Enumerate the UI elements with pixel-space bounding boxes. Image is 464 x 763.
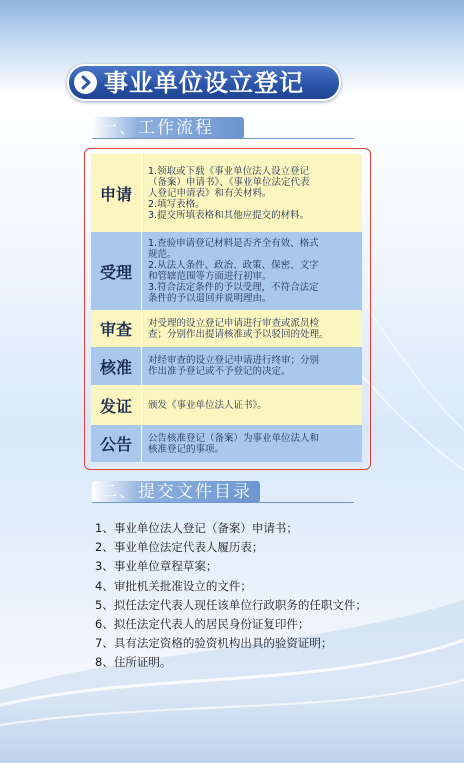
list-item: 8、住所证明。 (95, 655, 172, 670)
description-line: 2.填写表格。 (148, 198, 205, 210)
divider (92, 138, 354, 139)
workflow-row (91, 385, 362, 425)
workflow-row (91, 347, 362, 385)
description-line: 人登记申请表》和有关材料。 (148, 187, 272, 199)
document-list (95, 519, 367, 673)
workflow-step-label: 受理 (91, 232, 142, 310)
workflow-row (91, 310, 362, 347)
description-line: 颁发《事业单位法人证书》。 (148, 399, 267, 411)
list-item: 4、审批机关批准设立的文件； (95, 578, 252, 593)
description-line: 规范。 (148, 249, 177, 260)
workflow-step-description (142, 310, 362, 347)
workflow-step-description (142, 425, 362, 462)
list-item: 6、拟任法定代表人的居民身份证复印件； (95, 617, 310, 632)
workflow-step-label: 审查 (91, 310, 142, 347)
description-line: 核准登记的事项。 (148, 443, 225, 455)
section-heading-workflow: 一、工作流程 (92, 117, 244, 139)
description-line: 1.查验申请登记材料是否齐全有效、格式 (148, 238, 319, 249)
list-item: 7、具有法定资格的验资机构出具的验资证明； (95, 636, 333, 651)
description-line: 2.从法人条件、政治、政策、保密、文字 (148, 260, 319, 271)
list-item: 2、事业单位法定代表人履历表； (95, 540, 264, 555)
workflow-step-description (142, 347, 362, 385)
description-line: 公告核准登记（备案）为事业单位法人和 (148, 432, 320, 444)
workflow-row (91, 232, 362, 310)
section-heading-documents: 二、提交文件目录 (92, 481, 260, 503)
description-line: 1.领取或下载《事业单位法人设立登记 (148, 165, 310, 177)
workflow-step-label: 发证 (91, 385, 142, 425)
workflow-step-description (142, 385, 362, 425)
workflow-step-label: 公告 (91, 425, 142, 462)
title-banner (67, 64, 341, 101)
description-line: 3.符合法定条件的予以受理，不符合法定 (148, 282, 319, 293)
description-line: 查；分别作出提请核准或予以驳回的处理。 (148, 328, 329, 340)
list-item: 1、事业单位法人登记（备案）申请书； (95, 521, 298, 535)
description-line: 和管辖范围等方面进行初审。 (148, 271, 272, 282)
arrow-right-icon (74, 71, 97, 94)
list-item: 3、事业单位章程草案； (95, 559, 218, 574)
description-line: 对受理的设立登记申请进行审查或派员检 (148, 317, 320, 329)
workflow-row (91, 425, 362, 462)
divider (92, 502, 354, 503)
workflow-step-label: 申请 (91, 154, 142, 232)
workflow-step-label: 核准 (91, 347, 142, 385)
description-line: 3.提交所填表格和其他应提交的材料。 (148, 209, 310, 221)
workflow-step-description (142, 154, 362, 232)
workflow-row (91, 154, 362, 232)
workflow-step-description (142, 232, 362, 310)
description-line: （备案）申请书》、《事业单位法定代表 (148, 176, 310, 188)
description-line: 作出准予登记或不予登记的决定。 (148, 366, 291, 377)
page-title: 事业单位设立登记 (104, 69, 304, 97)
description-line: 对经审查的设立登记申请进行终审；分别 (148, 355, 320, 366)
description-line: 条件的予以退回并说明理由。 (148, 293, 272, 304)
list-item: 5、拟任法定代表人现任该单位行政职务的任职文件； (95, 597, 367, 612)
